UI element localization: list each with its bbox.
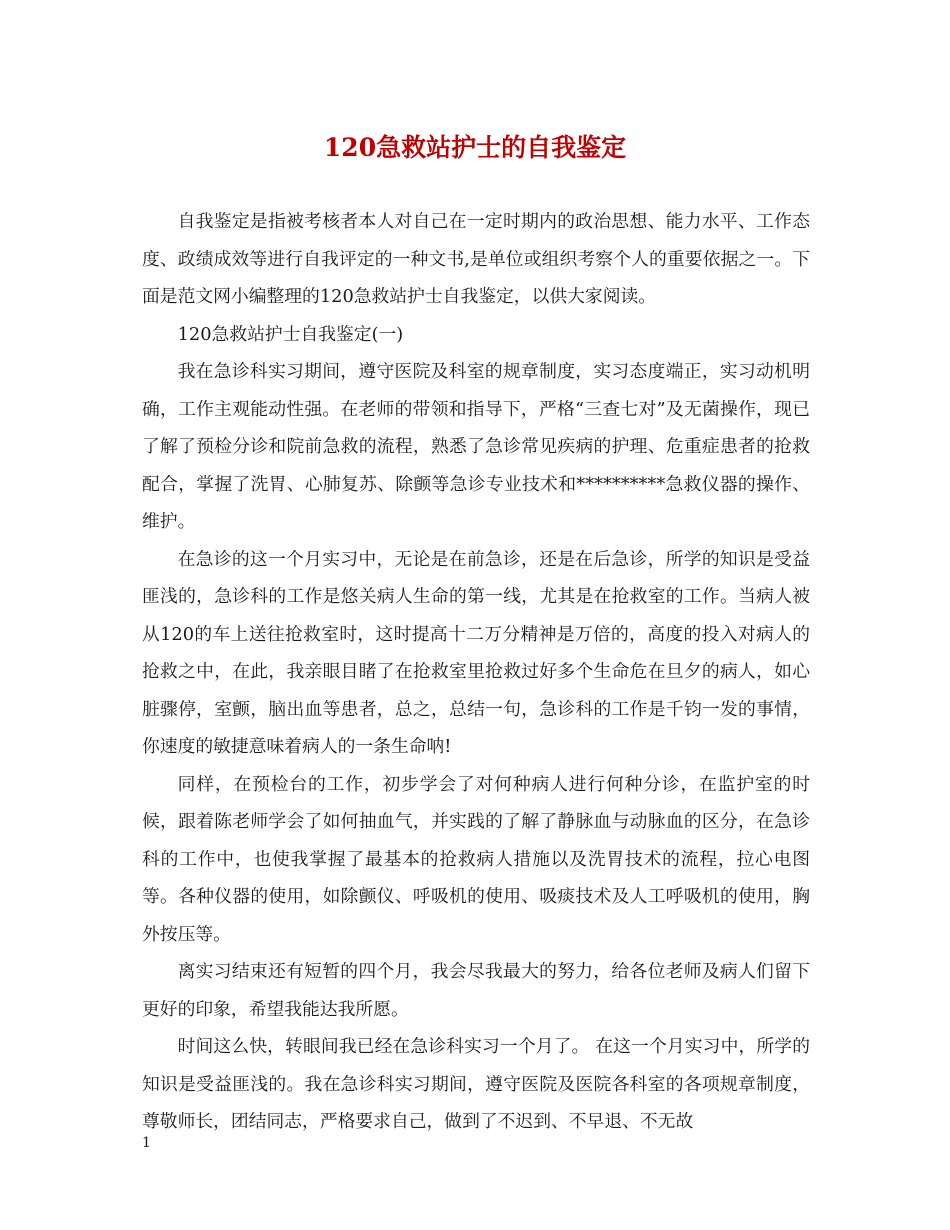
page-number: 1 bbox=[142, 1135, 151, 1151]
paragraph-intro: 自我鉴定是指被考核者本人对自己在一定时期内的政治思想、能力水平、工作态度、政绩成效等进行自我评定的一种文书,是单位或组织考察个人的重要依据之一。下面是范文网小编整理的120急救站护士自我鉴定，以供大家阅读。 bbox=[142, 211, 810, 307]
document-body bbox=[142, 203, 810, 1141]
paragraph: 时间这么快，转眼间我已经在急诊科实习一个月了。 在这一个月实习中，所学的知识是受益匪浅的。我在急诊科实习期间，遵守医院及医院各科室的各项规章制度，尊敬师长，团结同志，严格要求自己，做到了不迟到、不早退、不无故 bbox=[142, 1036, 810, 1132]
paragraph: 离实习结束还有短暂的四个月，我会尽我最大的努力，给各位老师及病人们留下更好的印象，希望我能达我所愿。 bbox=[142, 961, 810, 1020]
paragraph: 同样，在预检台的工作，初步学会了对何种病人进行何种分诊，在监护室的时候，跟着陈老师学会了如何抽血气，并实践的了解了静脉血与动脉血的区分，在急诊科的工作中，也使我掌握了最基本的抢救病人措施以及洗胃技术的流程，拉心电图等。各种仪器的使用，如除颤仪、呼吸机的使用、吸痰技术及人工呼吸机的使用，胸外按压等。 bbox=[142, 773, 810, 945]
section-heading: 120急救站护士自我鉴定(一) bbox=[177, 323, 404, 345]
document-title: 120急救站护士的自我鉴定 bbox=[323, 133, 627, 162]
paragraph: 在急诊的这一个月实习中，无论是在前急诊，还是在后急诊，所学的知识是受益匪浅的，急诊科的工作是悠关病人生命的第一线，尤其是在抢救室的工作。当病人被从120的车上送往抢救室时，这时提高十二万分精神是万倍的，高度的投入对病人的抢救之中，在此，我亲眼目睹了在抢救室里抢救过好多个生命危在旦夕的病人，如心脏骤停，室颤，脑出血等患者，总之，总结一句，急诊科的工作是千钧一发的事情，你速度的敏捷意味着病人的一条生命呐! bbox=[142, 548, 810, 757]
paragraph: 我在急诊科实习期间，遵守医院及科室的规章制度，实习态度端正，实习动机明确，工作主观能动性强。在老师的带领和指导下，严格“三查七对”及无菌操作，现已了解了预检分诊和院前急救的流程，熟悉了急诊常见疾病的护理、危重症患者的抢救配合，掌握了洗胃、心肺复苏、除颤等急诊专业技术和**********急救仪器的操作、维护。 bbox=[142, 361, 810, 532]
